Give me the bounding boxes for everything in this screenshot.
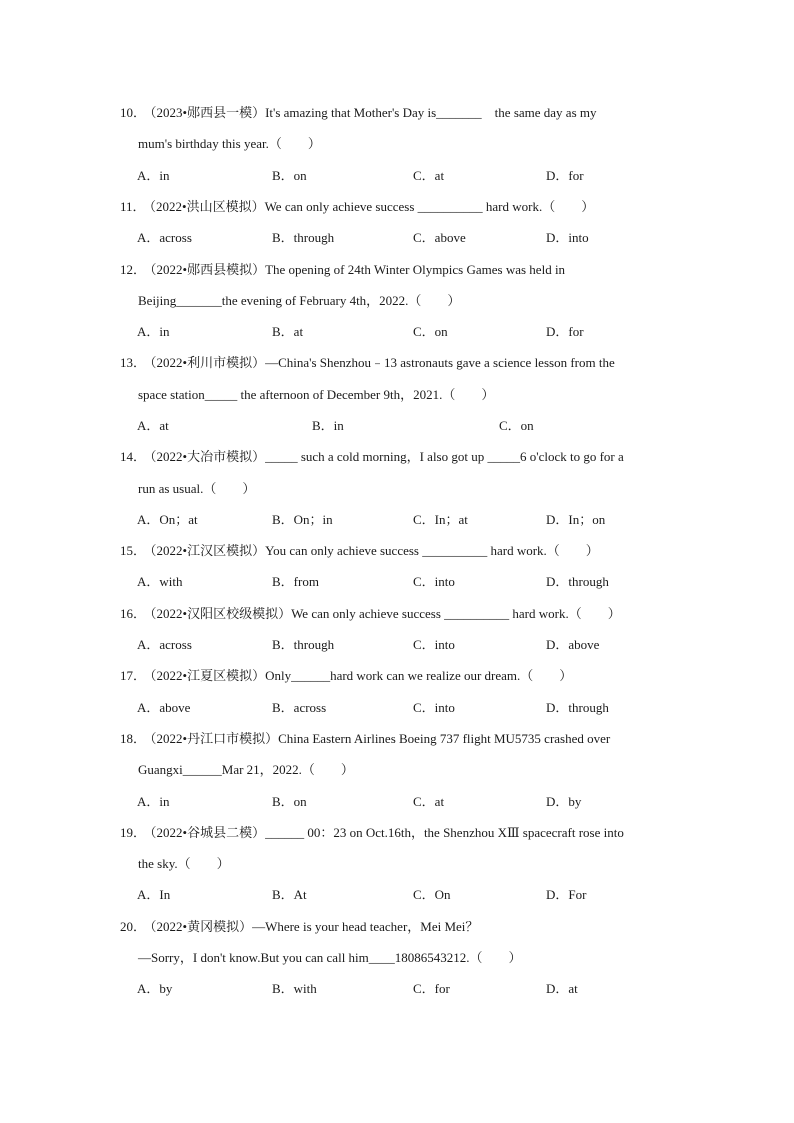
option-b[interactable]: B．through: [272, 637, 335, 653]
option-a[interactable]: A．above: [137, 699, 191, 715]
question-text: （2022•江汉区模拟）You can only achieve success __________ hard work.（ ）: [150, 543, 599, 559]
option-b[interactable]: B．through: [272, 230, 335, 246]
option-c[interactable]: C．at: [413, 793, 445, 809]
question-number: 18．: [120, 731, 147, 746]
question-stem: [120, 254, 675, 285]
question-stem: [120, 660, 675, 691]
option-b[interactable]: B．on: [272, 167, 307, 183]
option-a[interactable]: A．across: [137, 637, 192, 653]
question-text: （2022•江夏区模拟）Only______hard work can we realize our dream.（ ）: [150, 668, 573, 684]
question-text-continued: Beijing_______the evening of February 4th，2022.（ ）: [138, 292, 461, 308]
question-text: （2022•丹江口市模拟）China Eastern Airlines Boeing 737 flight MU5735 crashed over: [150, 731, 611, 746]
option-c[interactable]: C．at: [413, 167, 445, 183]
question-12: [120, 254, 675, 348]
question-18: [120, 723, 675, 817]
question-number: 17．: [120, 668, 147, 684]
question-number: 10．: [120, 105, 147, 120]
option-a[interactable]: A．in: [137, 167, 170, 183]
option-c[interactable]: C．On: [413, 887, 451, 903]
option-b[interactable]: B．at: [272, 324, 304, 340]
question-text-continued: run as usual.（ ）: [138, 480, 256, 496]
question-16: [120, 598, 675, 661]
question-text-continued: space station_____ the afternoon of December 9th，2021.（ ）: [138, 386, 495, 402]
question-20: [120, 911, 675, 1005]
question-text: （2022•黄冈模拟）—Where is your head teacher，Mei Mei？: [150, 918, 479, 934]
option-b[interactable]: B．At: [272, 887, 307, 903]
option-a[interactable]: A．On；at: [137, 511, 198, 527]
question-stem: [120, 535, 675, 566]
question-text-continued: mum's birthday this year.（ ）: [138, 136, 321, 152]
option-a[interactable]: A．with: [137, 574, 183, 590]
question-stem: [120, 347, 675, 378]
question-number: 13．: [120, 355, 147, 371]
option-c[interactable]: C．into: [413, 699, 455, 715]
option-b[interactable]: B．in: [312, 417, 344, 433]
question-text: （2023•郧西县一模）It's amazing that Mother's Day is_______ the same day as my: [150, 105, 597, 120]
option-a[interactable]: A．in: [137, 793, 170, 809]
option-a[interactable]: A．across: [137, 230, 192, 246]
question-text: （2022•汉阳区校级模拟）We can only achieve success __________ hard work.（ ）: [150, 605, 621, 621]
answer-options: [137, 160, 675, 191]
question-13: [120, 347, 675, 441]
question-15: [120, 535, 675, 598]
question-text-continued: —Sorry，I don't know.But you can call him____18086543212.（ ）: [138, 950, 522, 966]
question-stem: [120, 911, 675, 942]
option-d[interactable]: D．above: [546, 637, 600, 653]
question-text: （2022•大冶市模拟）_____ such a cold morning，I also got up _____6 o'clock to go for a: [150, 449, 624, 465]
option-d[interactable]: D．through: [546, 574, 609, 590]
option-c[interactable]: C．into: [413, 574, 455, 590]
answer-options: [137, 629, 675, 660]
option-d[interactable]: D．for: [546, 324, 584, 340]
question-number: 15．: [120, 543, 147, 559]
option-d[interactable]: D．at: [546, 981, 578, 997]
answer-options: [137, 692, 675, 723]
option-b[interactable]: B．on: [272, 793, 307, 809]
answer-options: [137, 879, 675, 910]
question-text: （2022•谷城县二模）______ 00：23 on Oct.16th，the Shenzhou XⅢ spacecraft rose into: [150, 824, 624, 840]
question-number: 16．: [120, 605, 147, 621]
option-d[interactable]: D．through: [546, 699, 609, 715]
option-d[interactable]: D．In；on: [546, 511, 606, 527]
answer-options: [137, 410, 675, 441]
option-a[interactable]: A．in: [137, 324, 170, 340]
question-11: [120, 191, 675, 254]
answer-options: [137, 566, 675, 597]
question-stem: [120, 191, 675, 222]
option-a[interactable]: A．at: [137, 417, 169, 433]
question-text: （2022•洪山区模拟）We can only achieve success __________ hard work.（ ）: [149, 198, 595, 214]
option-d[interactable]: D．for: [546, 167, 584, 183]
question-stem: [120, 817, 675, 848]
question-text: （2022•郧西县模拟）The opening of 24th Winter Olympics Games was held in: [150, 261, 566, 277]
answer-options: [137, 973, 675, 1004]
answer-options: [137, 786, 675, 817]
option-c[interactable]: C．on: [499, 417, 534, 433]
question-17: [120, 660, 675, 723]
answer-options: [137, 316, 675, 347]
option-c[interactable]: C．into: [413, 637, 455, 653]
question-14: [120, 441, 675, 535]
option-c[interactable]: C．above: [413, 230, 466, 246]
option-c[interactable]: C．on: [413, 324, 448, 340]
question-number: 14．: [120, 449, 147, 465]
option-b[interactable]: B．across: [272, 699, 327, 715]
question-stem: [120, 97, 675, 128]
option-d[interactable]: D．by: [546, 793, 582, 809]
question-stem: [120, 598, 675, 629]
question-stem: [120, 441, 675, 472]
option-c[interactable]: C．In；at: [413, 511, 468, 527]
question-number: 19．: [120, 824, 147, 840]
question-number: 20．: [120, 918, 147, 934]
question-number: 11．: [120, 198, 146, 214]
question-text-continued: the sky.（ ）: [138, 856, 230, 872]
question-text: （2022•利川市模拟）—China's Shenzhou﹣13 astronauts gave a science lesson from the: [150, 355, 615, 371]
option-a[interactable]: A．In: [137, 887, 171, 903]
option-b[interactable]: B．with: [272, 981, 317, 997]
question-10: [120, 97, 675, 191]
option-b[interactable]: B．On；in: [272, 511, 333, 527]
option-a[interactable]: A．by: [137, 981, 173, 997]
option-b[interactable]: B．from: [272, 574, 319, 590]
option-d[interactable]: D．For: [546, 887, 587, 903]
option-d[interactable]: D．into: [546, 230, 589, 246]
answer-options: [137, 222, 675, 253]
question-number: 12．: [120, 261, 147, 277]
option-c[interactable]: C．for: [413, 981, 450, 997]
question-19: [120, 817, 675, 911]
answer-options: [137, 504, 675, 535]
question-stem: [120, 723, 675, 754]
question-text-continued: Guangxi______Mar 21，2022.（ ）: [138, 762, 354, 778]
